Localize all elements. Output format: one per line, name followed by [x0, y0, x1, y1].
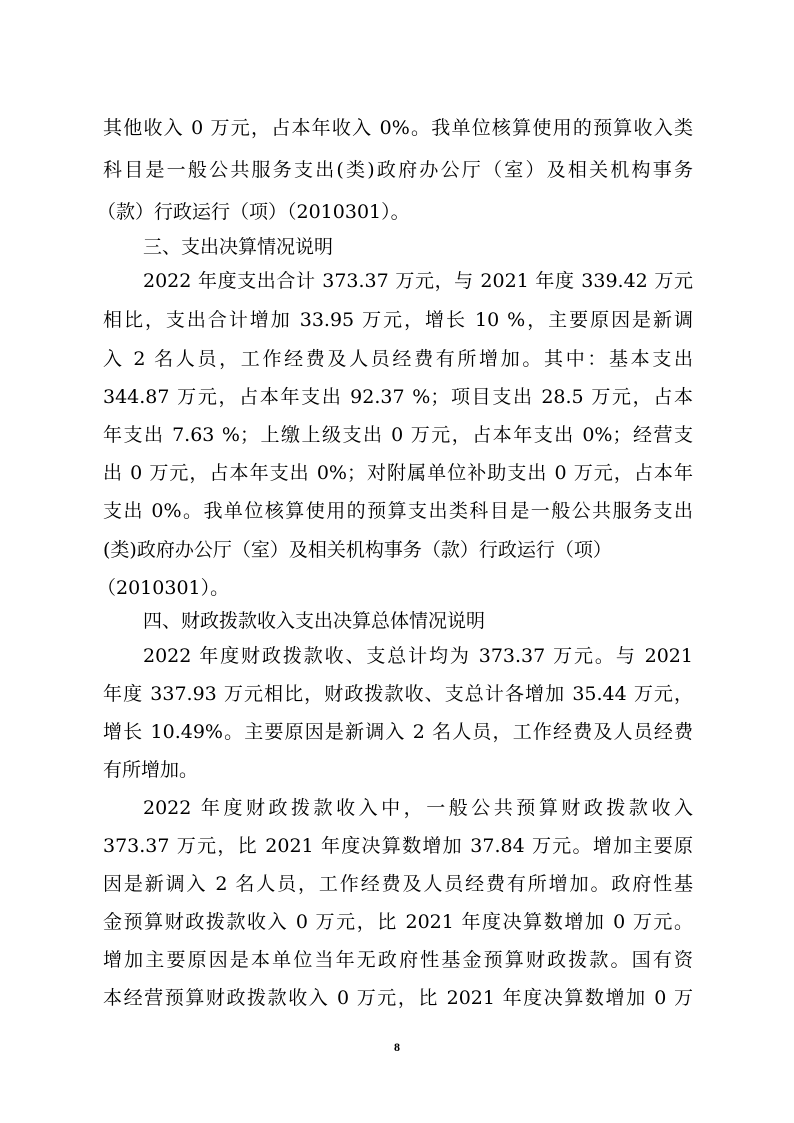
text-line: 金预算财政拨款收入 0 万元，比 2021 年度决算数增加 0 万元。	[103, 911, 693, 933]
text-line: (类)政府办公厅（室）及相关机构事务（款）行政运行（项）	[103, 539, 612, 561]
section-heading: 四、财政拨款收入支出决算总体情况说明	[143, 610, 486, 632]
text-line: （款）行政运行（项）（2010301）。	[97, 201, 410, 223]
text-line: 相比，支出合计增加 33.95 万元，增长 10 %，主要原因是新调	[103, 309, 693, 331]
text-line: 373.37 万元，比 2021 年度决算数增加 37.84 万元。增加主要原	[103, 835, 693, 857]
text-line: 入 2 名人员，工作经费及人员经费有所增加。其中：基本支出	[103, 348, 693, 370]
text-line: 有所增加。	[103, 759, 199, 781]
text-line: 出 0 万元，占本年支出 0%；对附属单位补助支出 0 万元，占本年	[103, 462, 693, 484]
text-line: 本经营预算财政拨款收入 0 万元，比 2021 年度决算数增加 0 万	[103, 987, 693, 1009]
page-number: 8	[394, 1040, 400, 1054]
text-line: （2010301）。	[97, 577, 230, 599]
text-line: 2022 年度财政拨款收、支总计均为 373.37 万元。与 2021	[143, 645, 693, 667]
text-line: 2022 年度支出合计 373.37 万元，与 2021 年度 339.42 万元	[143, 270, 693, 292]
text-line: 增加主要原因是本单位当年无政府性基金预算财政拨款。国有资	[103, 949, 693, 971]
text-line: 科目是一般公共服务支出(类)政府办公厅（室）及相关机构事务	[103, 159, 693, 181]
text-line: 其他收入 0 万元，占本年收入 0%。我单位核算使用的预算收入类	[103, 117, 693, 139]
text-line: 增长 10.49%。主要原因是新调入 2 名人员，工作经费及人员经费	[103, 721, 693, 743]
text-line: 344.87 万元，占本年支出 92.37 %；项目支出 28.5 万元，占本	[103, 386, 693, 408]
text-line: 年度 337.93 万元相比，财政拨款收、支总计各增加 35.44 万元，	[103, 683, 693, 705]
text-line: 2022 年度财政拨款收入中，一般公共预算财政拨款收入	[143, 797, 693, 819]
text-line: 因是新调入 2 名人员，工作经费及人员经费有所增加。政府性基	[103, 873, 693, 895]
text-line: 年支出 7.63 %；上缴上级支出 0 万元，占本年支出 0%；经营支	[103, 424, 693, 446]
text-line: 支出 0%。我单位核算使用的预算支出类科目是一般公共服务支出	[103, 500, 693, 522]
section-heading: 三、支出决算情况说明	[143, 236, 334, 258]
